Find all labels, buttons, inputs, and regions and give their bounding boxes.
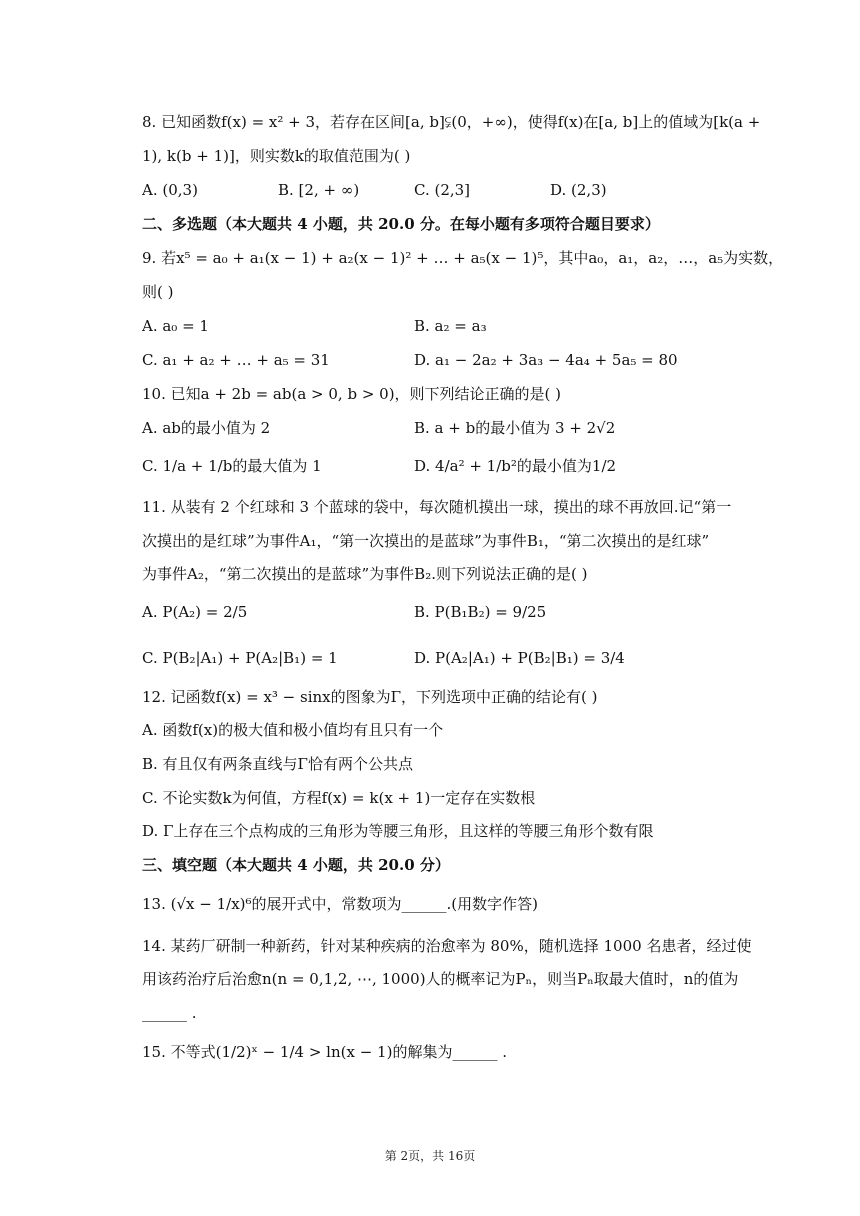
q10-option-b: B. a + b的最小值为 3 + 2√2 [414,419,616,437]
q12-option-a: A. 函数f(x)的极大值和极小值均有且只有一个 [142,721,444,739]
question-14-stem-cont: 用该药治疗后治愈n(n = 0,1,2, ⋯, 1000)人的概率记为Pₙ，则当Pₙ取最大值时，n的值为 [142,970,739,988]
q10-option-d: D. 4/a² + 1/b²的最小值为1/2 [414,457,617,475]
question-11-stem-cont-1: 次摸出的是红球”为事件A₁，“第一次摸出的是蓝球”为事件B₁，“第二次摸出的是红球” [142,532,710,550]
question-8-stem-cont: 1), k(b + 1)]，则实数k的取值范围为( ) [142,147,411,165]
question-8-stem: 8. 已知函数f(x) = x² + 3，若存在区间[a, b]⫋(0，+∞)，使得f(x)在[a, b]上的值域为[k(a + [142,113,761,131]
q8-option-d: D. (2,3) [550,181,607,199]
question-13-stem: 13. (√x − 1/x)⁶的展开式中，常数项为______.(用数字作答) [142,895,538,913]
q8-option-a: A. (0,3) [142,181,198,199]
question-14-stem: 14. 某药厂研制一种新药，针对某种疾病的治愈率为 80%，随机选择 1000 名患者，经过使 [142,937,752,955]
q9-option-a: A. a₀ = 1 [142,317,209,335]
q11-option-b: B. P(B₁B₂) = 9/25 [414,603,547,621]
q12-option-c: C. 不论实数k为何值，方程f(x) = k(x + 1)一定存在实数根 [142,789,536,807]
q11-option-d: D. P(A₂|A₁) + P(B₂|B₁) = 3/4 [414,649,625,667]
question-9-stem: 9. 若x⁵ = a₀ + a₁(x − 1) + a₂(x − 1)² + … + a₅(x − 1)⁵，其中a₀，a₁，a₂，…，a₅为实数， [142,249,784,267]
question-11-stem: 11. 从装有 2 个红球和 3 个蓝球的袋中，每次随机摸出一球，摸出的球不再放回.记“第一 [142,498,732,516]
q9-option-c: C. a₁ + a₂ + … + a₅ = 31 [142,351,330,369]
q9-option-d: D. a₁ − 2a₂ + 3a₃ − 4a₄ + 5a₅ = 80 [414,351,678,369]
question-15-stem: 15. 不等式(1/2)ˣ − 1/4 > ln(x − 1)的解集为______ . [142,1043,507,1061]
question-11-stem-cont-2: 为事件A₂，“第二次摸出的是蓝球”为事件B₂.则下列说法正确的是( ) [142,565,588,583]
q10-option-c: C. 1/a + 1/b的最大值为 1 [142,457,322,475]
section-fill-in-heading: 三、填空题（本大题共 4 小题，共 20.0 分） [142,856,450,874]
question-10-stem: 10. 已知a + 2b = ab(a > 0, b > 0)，则下列结论正确的是( ) [142,385,562,403]
q10-option-a: A. ab的最小值为 2 [142,419,271,437]
q11-option-a: A. P(A₂) = 2/5 [142,603,248,621]
q12-option-b: B. 有且仅有两条直线与Γ恰有两个公共点 [142,755,413,773]
q11-option-c: C. P(B₂|A₁) + P(A₂|B₁) = 1 [142,649,338,667]
q12-option-d: D. Γ上存在三个点构成的三角形为等腰三角形，且这样的等腰三角形个数有限 [142,822,654,840]
question-14-answer-blank: ______ . [142,1004,197,1022]
q8-option-b: B. [2, + ∞) [278,181,360,199]
q8-option-c: C. (2,3] [414,181,471,199]
question-12-stem: 12. 记函数f(x) = x³ − sinx的图象为Γ，下列选项中正确的结论有( ) [142,688,598,706]
q9-option-b: B. a₂ = a₃ [414,317,487,335]
section-multiple-choice-heading: 二、多选题（本大题共 4 小题，共 20.0 分。在每小题有多项符合题目要求） [142,215,660,233]
page-footer: 第 2页，共 16页 [384,1149,476,1163]
question-9-stem-cont: 则( ) [142,283,174,301]
